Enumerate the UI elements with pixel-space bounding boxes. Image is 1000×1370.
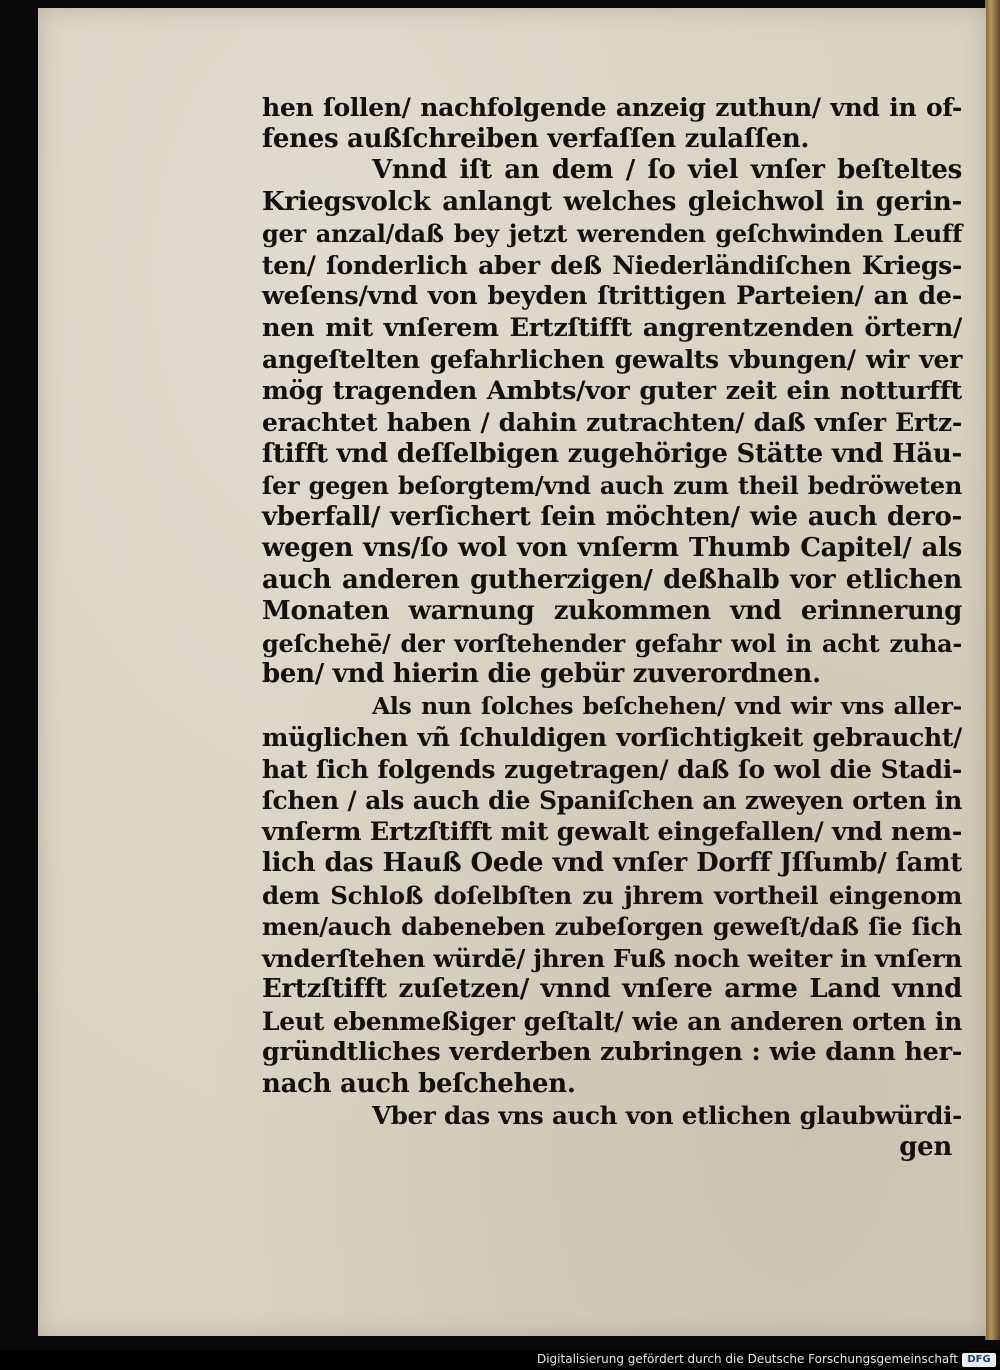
text-line: ſtifft vnd deſſelbigen zugehörige Stätte vnd Häu- xyxy=(262,438,962,469)
dfg-logo-icon: DFG xyxy=(962,1353,996,1367)
text-line: Vnnd iſt an dem / ſo viel vnſer beſteltes xyxy=(372,155,962,185)
text-line: weſens/vnd von beyden ſtrittigen Parteien/ an de- xyxy=(262,281,962,311)
page-text xyxy=(262,92,962,1163)
text-line: ten/ ſonderlich aber deß Niederländiſchen Kriegs- xyxy=(262,250,962,280)
text-line: Kriegsvolck anlangt welches gleichwol in gerin- xyxy=(262,186,962,217)
text-line: vnderſtehen würdē/ jhren Fuß noch weiter in vnſern xyxy=(262,943,962,973)
text-line: Leut ebenmeßiger geſtalt/ wie an anderen orten in xyxy=(262,1006,962,1036)
text-line: Ertzſtifft zuſetzen/ vnnd vnſere arme Land vnnd xyxy=(262,974,962,1004)
digitization-footer xyxy=(0,1350,1000,1370)
text-line: angeſtelten gefahrlichen gewalts vbungen/ wir ver xyxy=(262,345,962,374)
text-line: fenes außſchreiben verfaſſen zulaſſen. xyxy=(262,123,810,154)
text-line: wegen vns/ſo wol von vnſerm Thumb Capitel/ als xyxy=(262,533,962,563)
text-line: mög tragenden Ambts/vor guter zeit ein notturfft xyxy=(262,375,962,406)
text-line: vberfall/ verſichert ſein möchten/ wie auch dero- xyxy=(262,501,962,532)
text-line: dem Schloß doſelbſten zu jhrem vortheil eingenom xyxy=(262,880,962,910)
catchword: gen xyxy=(899,1131,952,1162)
text-line: Monaten warnung zukommen vnd erinnerung xyxy=(262,596,962,626)
text-line: lich das Hauß Oede vnd vnſer Dorff Jſſumb/ ſamt xyxy=(262,848,962,878)
text-line: ger anzal/daß bey jetzt werenden geſchwinden Leuff xyxy=(262,219,962,248)
text-line: nach auch beſchehen. xyxy=(262,1068,576,1099)
book-edge xyxy=(985,0,1000,1340)
text-line: hat ſich folgends zugetragen/ daß ſo wol die Stadi- xyxy=(262,754,962,784)
text-line: hen ſollen/ nachfolgende anzeig zuthun/ vnd in of- xyxy=(262,93,962,122)
text-line: ſer gegen beſorgtem/vnd auch zum theil bedröweten xyxy=(262,471,962,500)
text-line: Als nun ſolches beſchehen/ vnd wir vns aller- xyxy=(372,691,962,720)
text-line: müglichen vñ ſchuldigen vorſichtigkeit gebraucht/ xyxy=(262,723,962,752)
text-line: men/auch dabeneben zubeſorgen geweſt/daß ſie ſich xyxy=(262,912,962,941)
text-line: auch anderen gutherzigen/ deßhalb vor etlichen xyxy=(262,564,962,595)
text-line: geſchehē/ der vorſtehender gefahr wol in acht zuha- xyxy=(262,628,962,658)
footer-credit: Digitalisierung gefördert durch die Deutsche Forschungsgemeinschaft xyxy=(536,1352,958,1366)
text-line: ſchen / als auch die Spaniſchen an zweyen orten in xyxy=(262,786,962,815)
text-line: erachtet haben / dahin zutrachten/ daß vnſer Ertz- xyxy=(262,408,962,437)
text-line: vnſerm Ertzſtifft mit gewalt eingefallen/ vnd nem- xyxy=(262,816,962,847)
text-line: gründtliches verderben zubringen : wie dann her- xyxy=(262,1037,962,1067)
text-line: Vber das vns auch von etlichen glaubwürdi- xyxy=(372,1101,962,1130)
text-line: ben/ vnd hierin die gebür zuverordnen. xyxy=(262,659,821,689)
text-line: nen mit vnſerem Ertzſtifft angrentzenden örtern/ xyxy=(262,312,962,343)
